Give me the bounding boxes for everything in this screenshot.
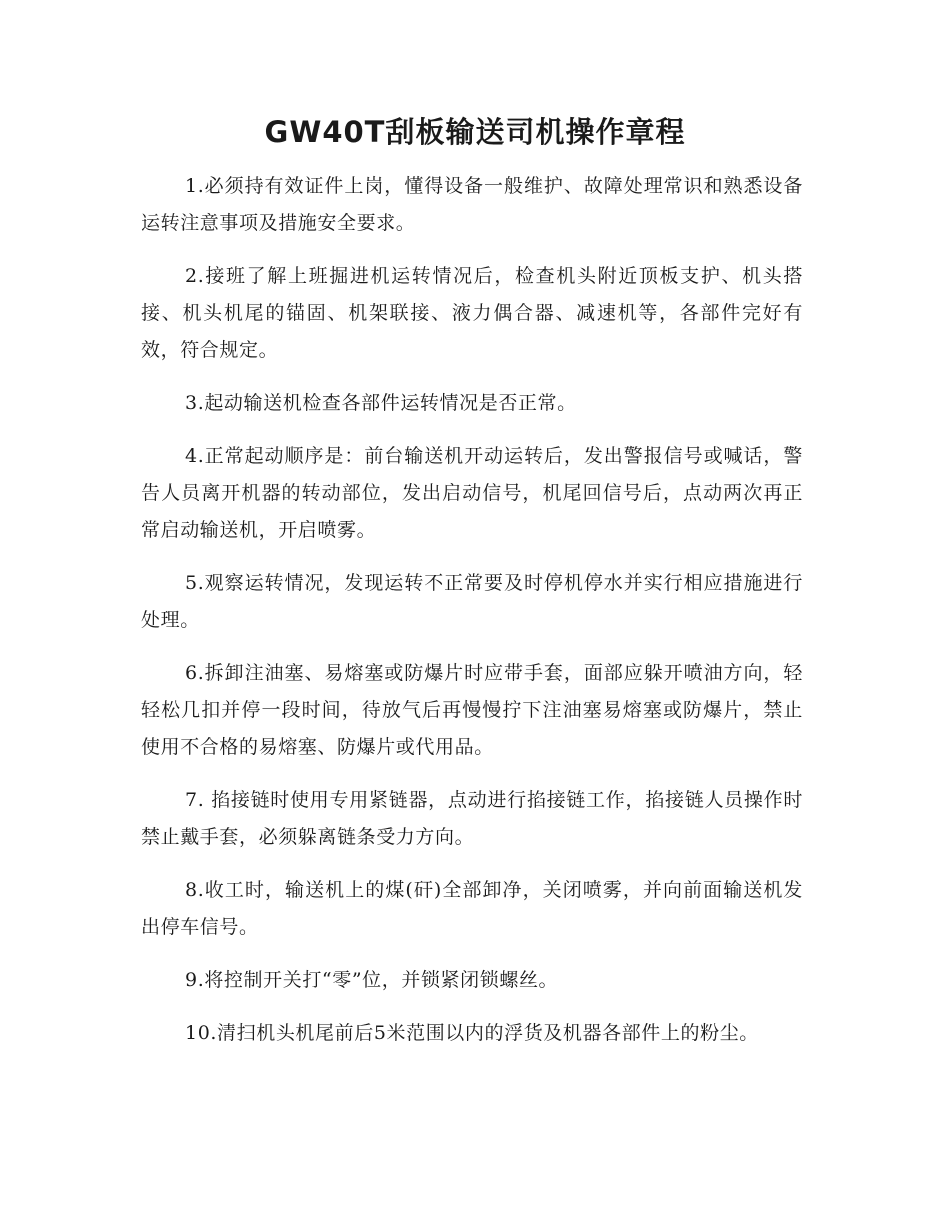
paragraph-5: 5.观察运转情况，发现运转不正常要及时停机停水并实行相应措施进行处理。 xyxy=(141,572,803,631)
document-title: GW40T刮板输送司机操作章程 xyxy=(264,115,686,149)
paragraph-8: 8.收工时，输送机上的煤(矸)全部卸净，关闭喷雾，并向前面输送机发出停车信号。 xyxy=(141,879,803,938)
paragraph-3: 3.起动输送机检查各部件运转情况是否正常。 xyxy=(185,392,577,414)
paragraph-10: 10.清扫机头机尾前后5米范围以内的浮货及机器各部件上的粉尘。 xyxy=(185,1022,759,1044)
paragraph-9: 9.将控制开关打“零”位，并锁紧闭锁螺丝。 xyxy=(185,969,559,991)
paragraph-4: 4.正常起动顺序是：前台输送机开动运转后，发出警报信号或喊话，警告人员离开机器的转动部位，发出启动信号，机尾回信号后，点动两次再正常启动输送机，开启喷雾。 xyxy=(141,445,803,541)
paragraph-1: 1.必须持有效证件上岗，懂得设备一般维护、故障处理常识和熟悉设备运转注意事项及措施安全要求。 xyxy=(141,175,803,234)
paragraph-7: 7. 掐接链时使用专用紧链器，点动进行掐接链工作，掐接链人员操作时禁止戴手套，必须躲离链条受力方向。 xyxy=(141,789,803,848)
paragraph-2: 2.接班了解上班掘进机运转情况后，检查机头附近顶板支护、机头搭接、机头机尾的锚固、机架联接、液力偶合器、减速机等，各部件完好有效，符合规定。 xyxy=(141,265,803,361)
paragraph-6: 6.拆卸注油塞、易熔塞或防爆片时应带手套，面部应躲开喷油方向，轻轻松几扣并停一段时间，待放气后再慢慢拧下注油塞易熔塞或防爆片，禁止使用不合格的易熔塞、防爆片或代用品。 xyxy=(141,662,803,758)
document-body xyxy=(141,168,803,1068)
